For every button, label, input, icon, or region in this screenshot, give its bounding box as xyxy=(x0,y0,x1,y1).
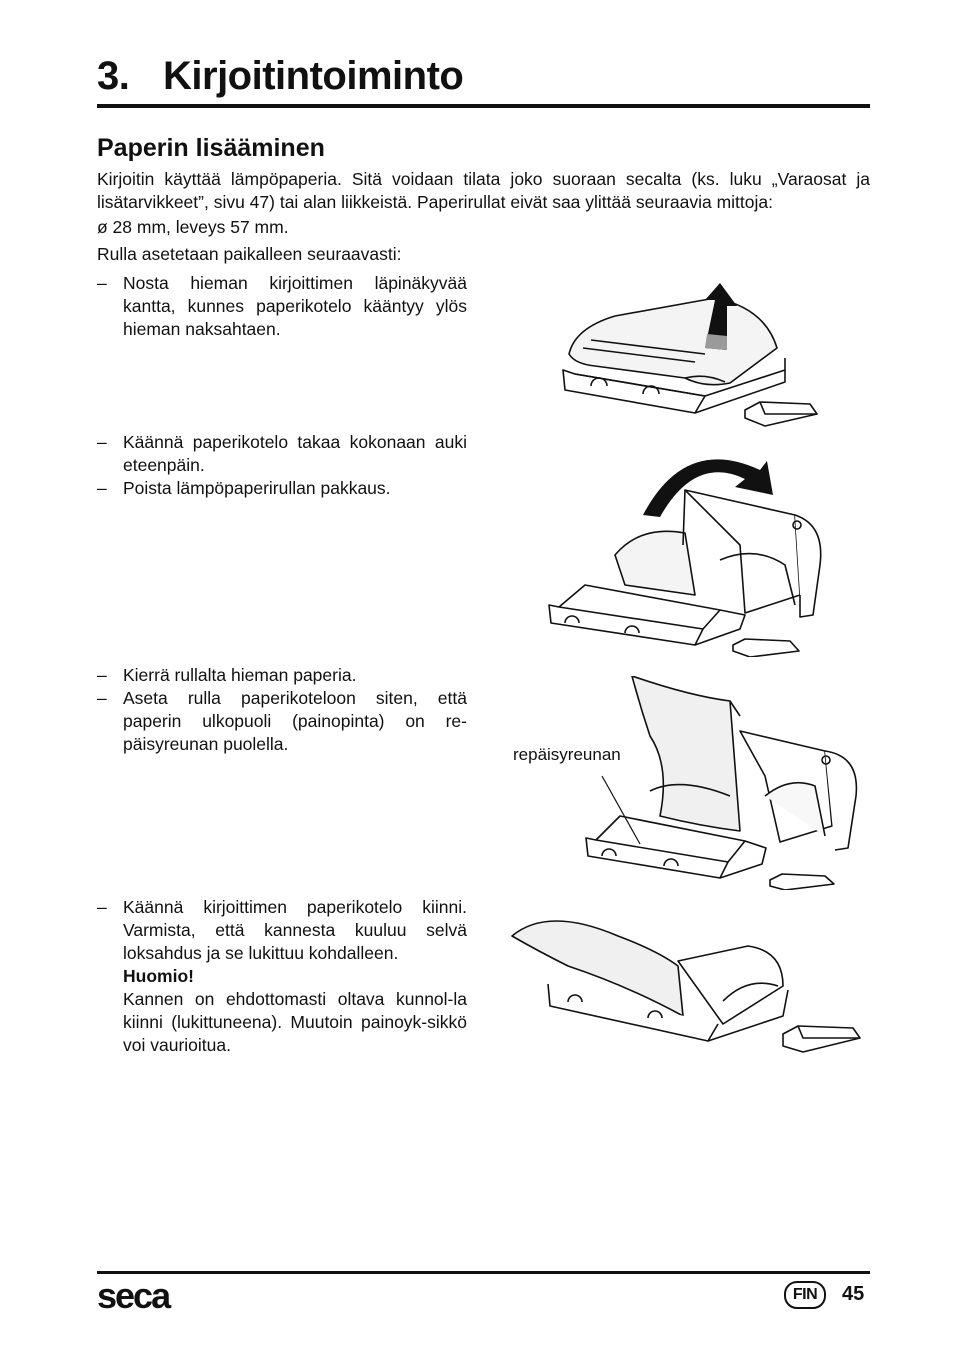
lead-in-text: Rulla asetetaan paikalleen seuraavasti: xyxy=(97,244,402,264)
printer-close-housing-illustration xyxy=(508,906,864,1056)
step-close-housing: – Käännä kirjoittimen paperikotelo kiinni. Varmista, että kannesta kuuluu selvä loksahdus ja se lukittuu kohdalleen. Huomio! Kannen on ehdottomasti oltava kunnol-la kiinni (lukittuneena). Muutoin painoyk-sikkö voi vaurioitua. xyxy=(97,897,467,1055)
page-number: 45 xyxy=(842,1283,865,1305)
step-lift-cover: – Nosta hieman kirjoittimen läpinäkyvää kantta, kunnes paperikotelo kääntyy ylös hieman naksahtaen. xyxy=(97,273,467,339)
steps-group-2 xyxy=(97,431,467,500)
note-heading: Huomio! xyxy=(123,966,194,986)
chapter-title xyxy=(97,52,463,100)
intro-paragraph: Kirjoitin käyttää lämpöpaperia. Sitä voidaan tilata joko suoraan secalta (ks. luku „Varaosat ja lisätarvikkeet”, sivu 47) tai alan liikkeistä. Paperirullat eivät saa ylittää seuraavia mittoja: xyxy=(97,169,870,212)
chapter-number: 3. xyxy=(97,54,130,98)
footer-rule xyxy=(97,1271,870,1274)
note-text: Kannen on ehdottomasti oltava kunnol-la kiinni (lukittuneena). Muutoin painoyk-sikkö voi vaurioitua. xyxy=(123,989,467,1055)
seca-logo: seca xyxy=(97,1275,170,1316)
chapter-title-text: Kirjoitintoiminto xyxy=(163,54,464,98)
step-remove-packaging: – Poista lämpöpaperirullan pakkaus. xyxy=(97,478,391,498)
printer-insert-roll-illustration xyxy=(580,676,862,890)
language-badge: FIN xyxy=(784,1281,826,1309)
steps-group-1 xyxy=(97,272,467,341)
tear-edge-label: repäisyreunan xyxy=(513,745,621,764)
step-insert-roll: – Aseta rulla paperikoteloon siten, että paperin ulkopuoli (painopinta) on re-päisyreunan puolella. xyxy=(97,688,467,754)
steps-group-4 xyxy=(97,896,467,1057)
steps-group-3 xyxy=(97,664,467,756)
dimensions-text: ø 28 mm, leveys 57 mm. xyxy=(97,217,289,237)
section-heading: Paperin lisääminen xyxy=(97,134,325,162)
step-open-housing: – Käännä paperikotelo takaa kokonaan auki eteenpäin. xyxy=(97,432,467,475)
printer-open-housing-illustration xyxy=(545,445,830,657)
title-rule xyxy=(97,104,870,108)
printer-lift-cover-illustration xyxy=(555,278,825,433)
step-unroll-paper: – Kierrä rullalta hieman paperia. xyxy=(97,665,357,685)
